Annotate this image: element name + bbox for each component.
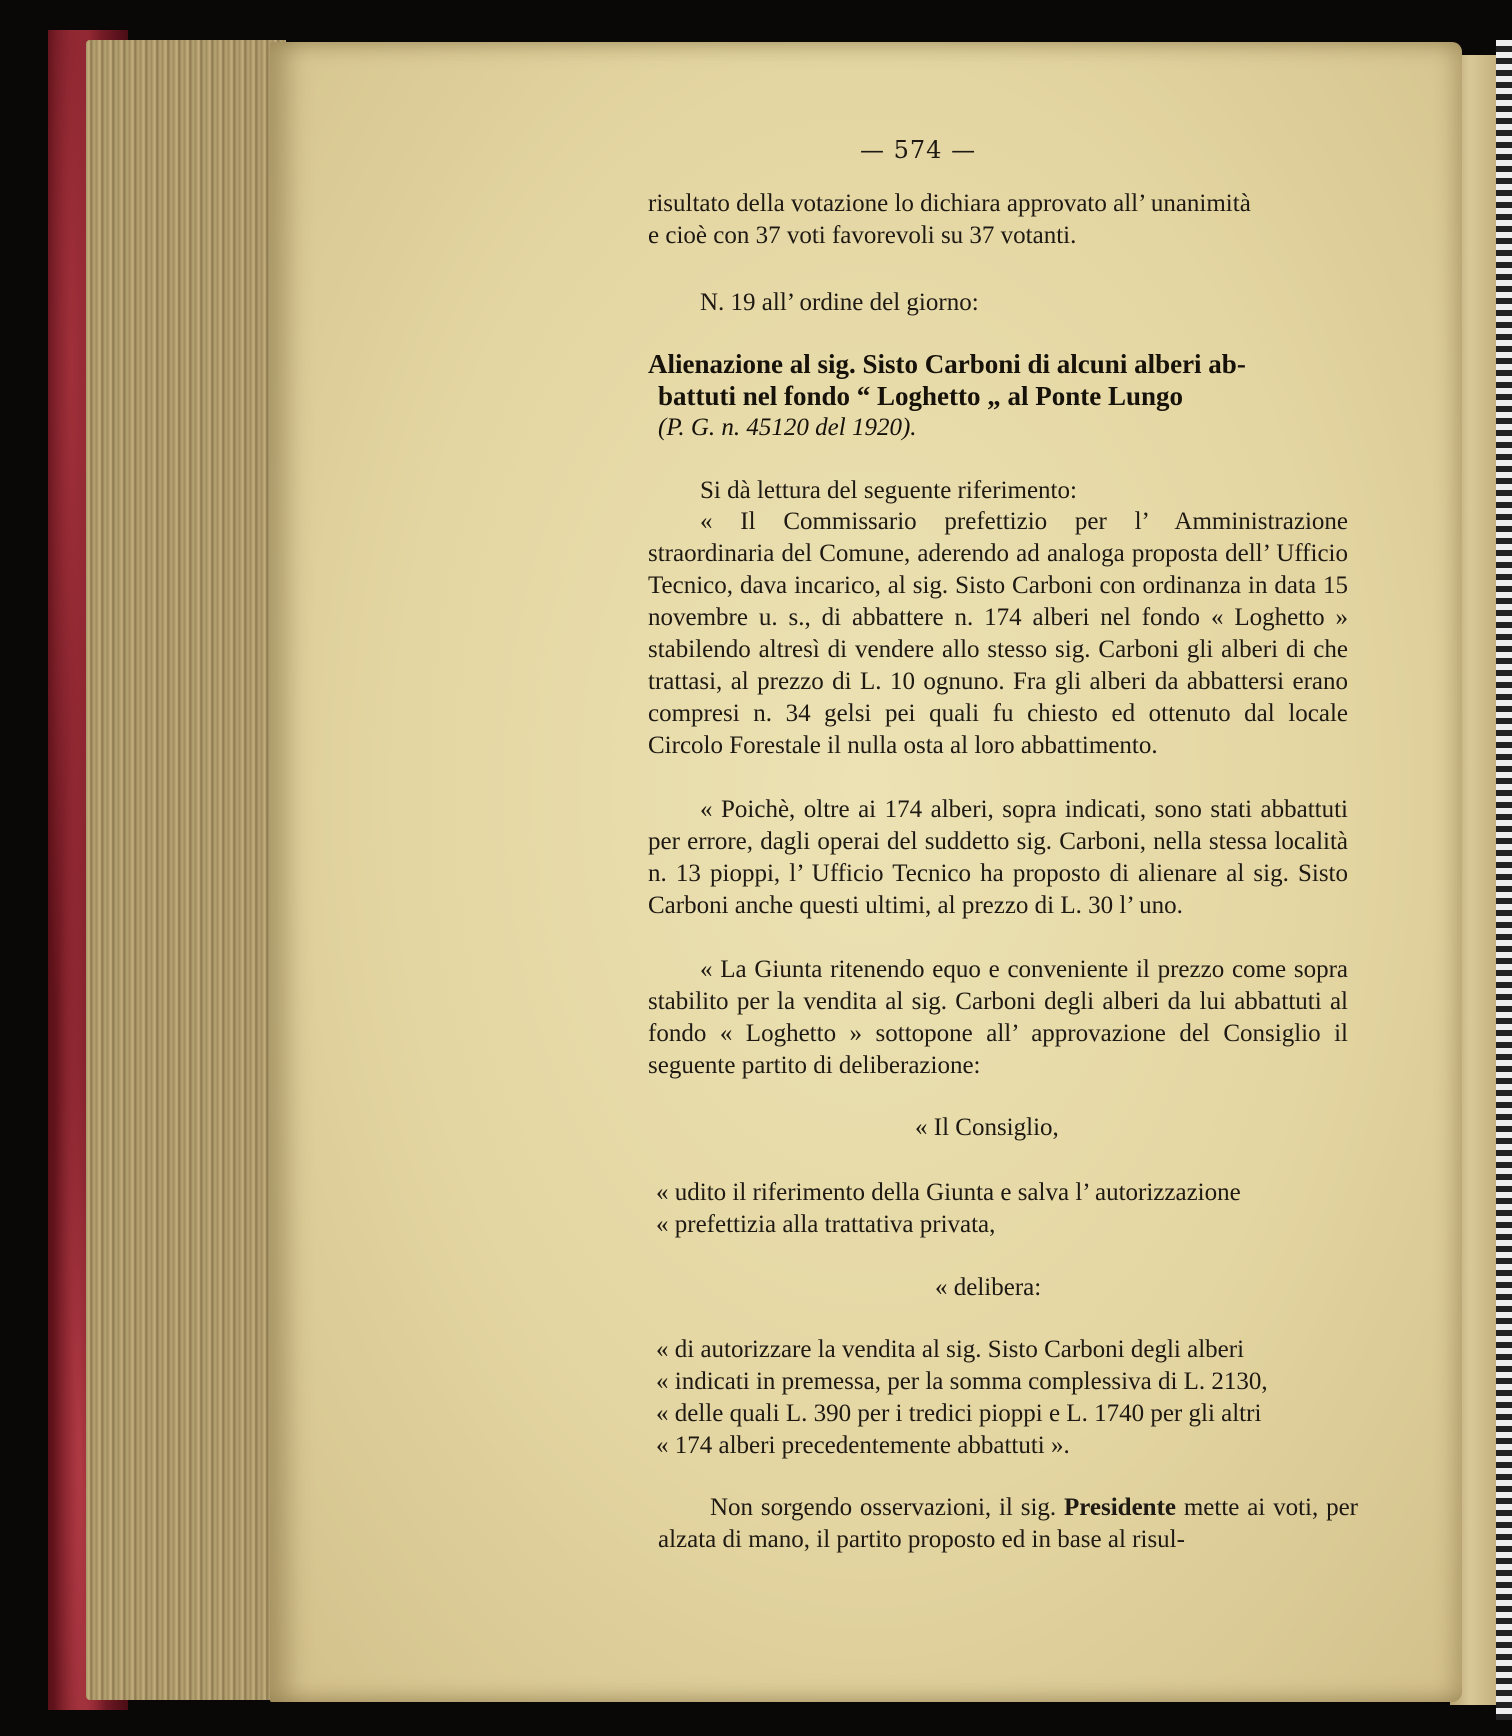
- delibera-heading: « delibera:: [935, 1274, 1042, 1301]
- dispositivo-block: [656, 1334, 1356, 1462]
- text-line: risultato della votazione lo dichiara approvato all’ unanimità: [648, 190, 1251, 217]
- quote-line: « di autorizzare la vendita al sig. Sisto Carboni degli alberi: [656, 1336, 1245, 1363]
- heading-line: battuti nel fondo “ Loghetto „ al Ponte Lungo: [658, 381, 1184, 411]
- closing-paragraph: [658, 1492, 1358, 1556]
- intro-text: Si dà lettura del seguente riferimento:: [700, 477, 1077, 504]
- quote-line: « delle quali L. 390 per i tredici pioppi e L. 1740 per gli altri: [656, 1400, 1262, 1427]
- agenda-item: [648, 287, 1348, 319]
- text-line: e cioè con 37 voti favorevoli su 37 votanti.: [648, 222, 1077, 249]
- udito-block: [656, 1177, 1356, 1241]
- intro-line: [648, 475, 1348, 507]
- quote-line: « 174 alberi precedentemente abbattuti ».: [656, 1432, 1070, 1459]
- quote-line: « prefettizia alla trattativa privata,: [656, 1211, 996, 1238]
- quote-line: « indicati in premessa, per la somma complessiva di L. 2130,: [656, 1368, 1268, 1395]
- heading-line: Alienazione al sig. Sisto Carboni di alcuni alberi ab-: [648, 349, 1246, 379]
- quote-line: « udito il riferimento della Giunta e salva l’ autorizzazione: [656, 1179, 1241, 1206]
- page-edges: [86, 40, 286, 1700]
- top-paragraph: [648, 188, 1348, 252]
- closing-text: mette ai voti, per alzata di mano, il partito proposto ed in base al risul-: [658, 1494, 1358, 1553]
- section-heading: [648, 348, 1348, 444]
- scan-border: [1496, 40, 1512, 1720]
- paragraph: « Poichè, oltre ai 174 alberi, sopra indicati, sono stati abbattuti per errore, dagli operai del suddetto sig. Carboni, nella stessa località n. 13 pioppi, l’ Ufficio Tecnico ha proposto di alienare al sig. Sisto Carboni anche questi ultimi, al prezzo di L. 30 l’ uno.: [648, 796, 1348, 919]
- presidente-label: Presidente: [1063, 1494, 1176, 1521]
- paragraph: « Il Commissario prefettizio per l’ Amministrazione straordinaria del Comune, aderendo ad analoga proposta dell’ Ufficio Tecnico, dava incarico, al sig. Sisto Carboni con ordinanza in data 15 novembre u. s., di abbattere n. 174 alberi nel fondo « Loghetto » stabilendo altresì di vendere allo stesso sig. Carboni gli alberi di che trattasi, al prezzo di L. 10 ognuno. Fra gli alberi da abbattersi erano compresi n. 34 gelsi pei quali fu chiesto ed ottenuto dal locale Circolo Forestale il nulla osta al loro abbattimento.: [648, 508, 1348, 759]
- consiglio-heading: « Il Consiglio,: [915, 1114, 1059, 1141]
- closing-text: Non sorgendo osservazioni, il sig.: [710, 1494, 1064, 1521]
- agenda-item-text: N. 19 all’ ordine del giorno:: [700, 289, 979, 316]
- page-number: — 574 —: [860, 136, 977, 164]
- heading-reference: (P. G. n. 45120 del 1920).: [658, 414, 917, 441]
- paragraph: « La Giunta ritenendo equo e conveniente il prezzo come sopra stabilito per la vendita al sig. Carboni degli alberi da lui abbattuti al fondo « Loghetto » sottopone all’ approvazione del Consiglio il seguente partito di deliberazione:: [648, 956, 1348, 1079]
